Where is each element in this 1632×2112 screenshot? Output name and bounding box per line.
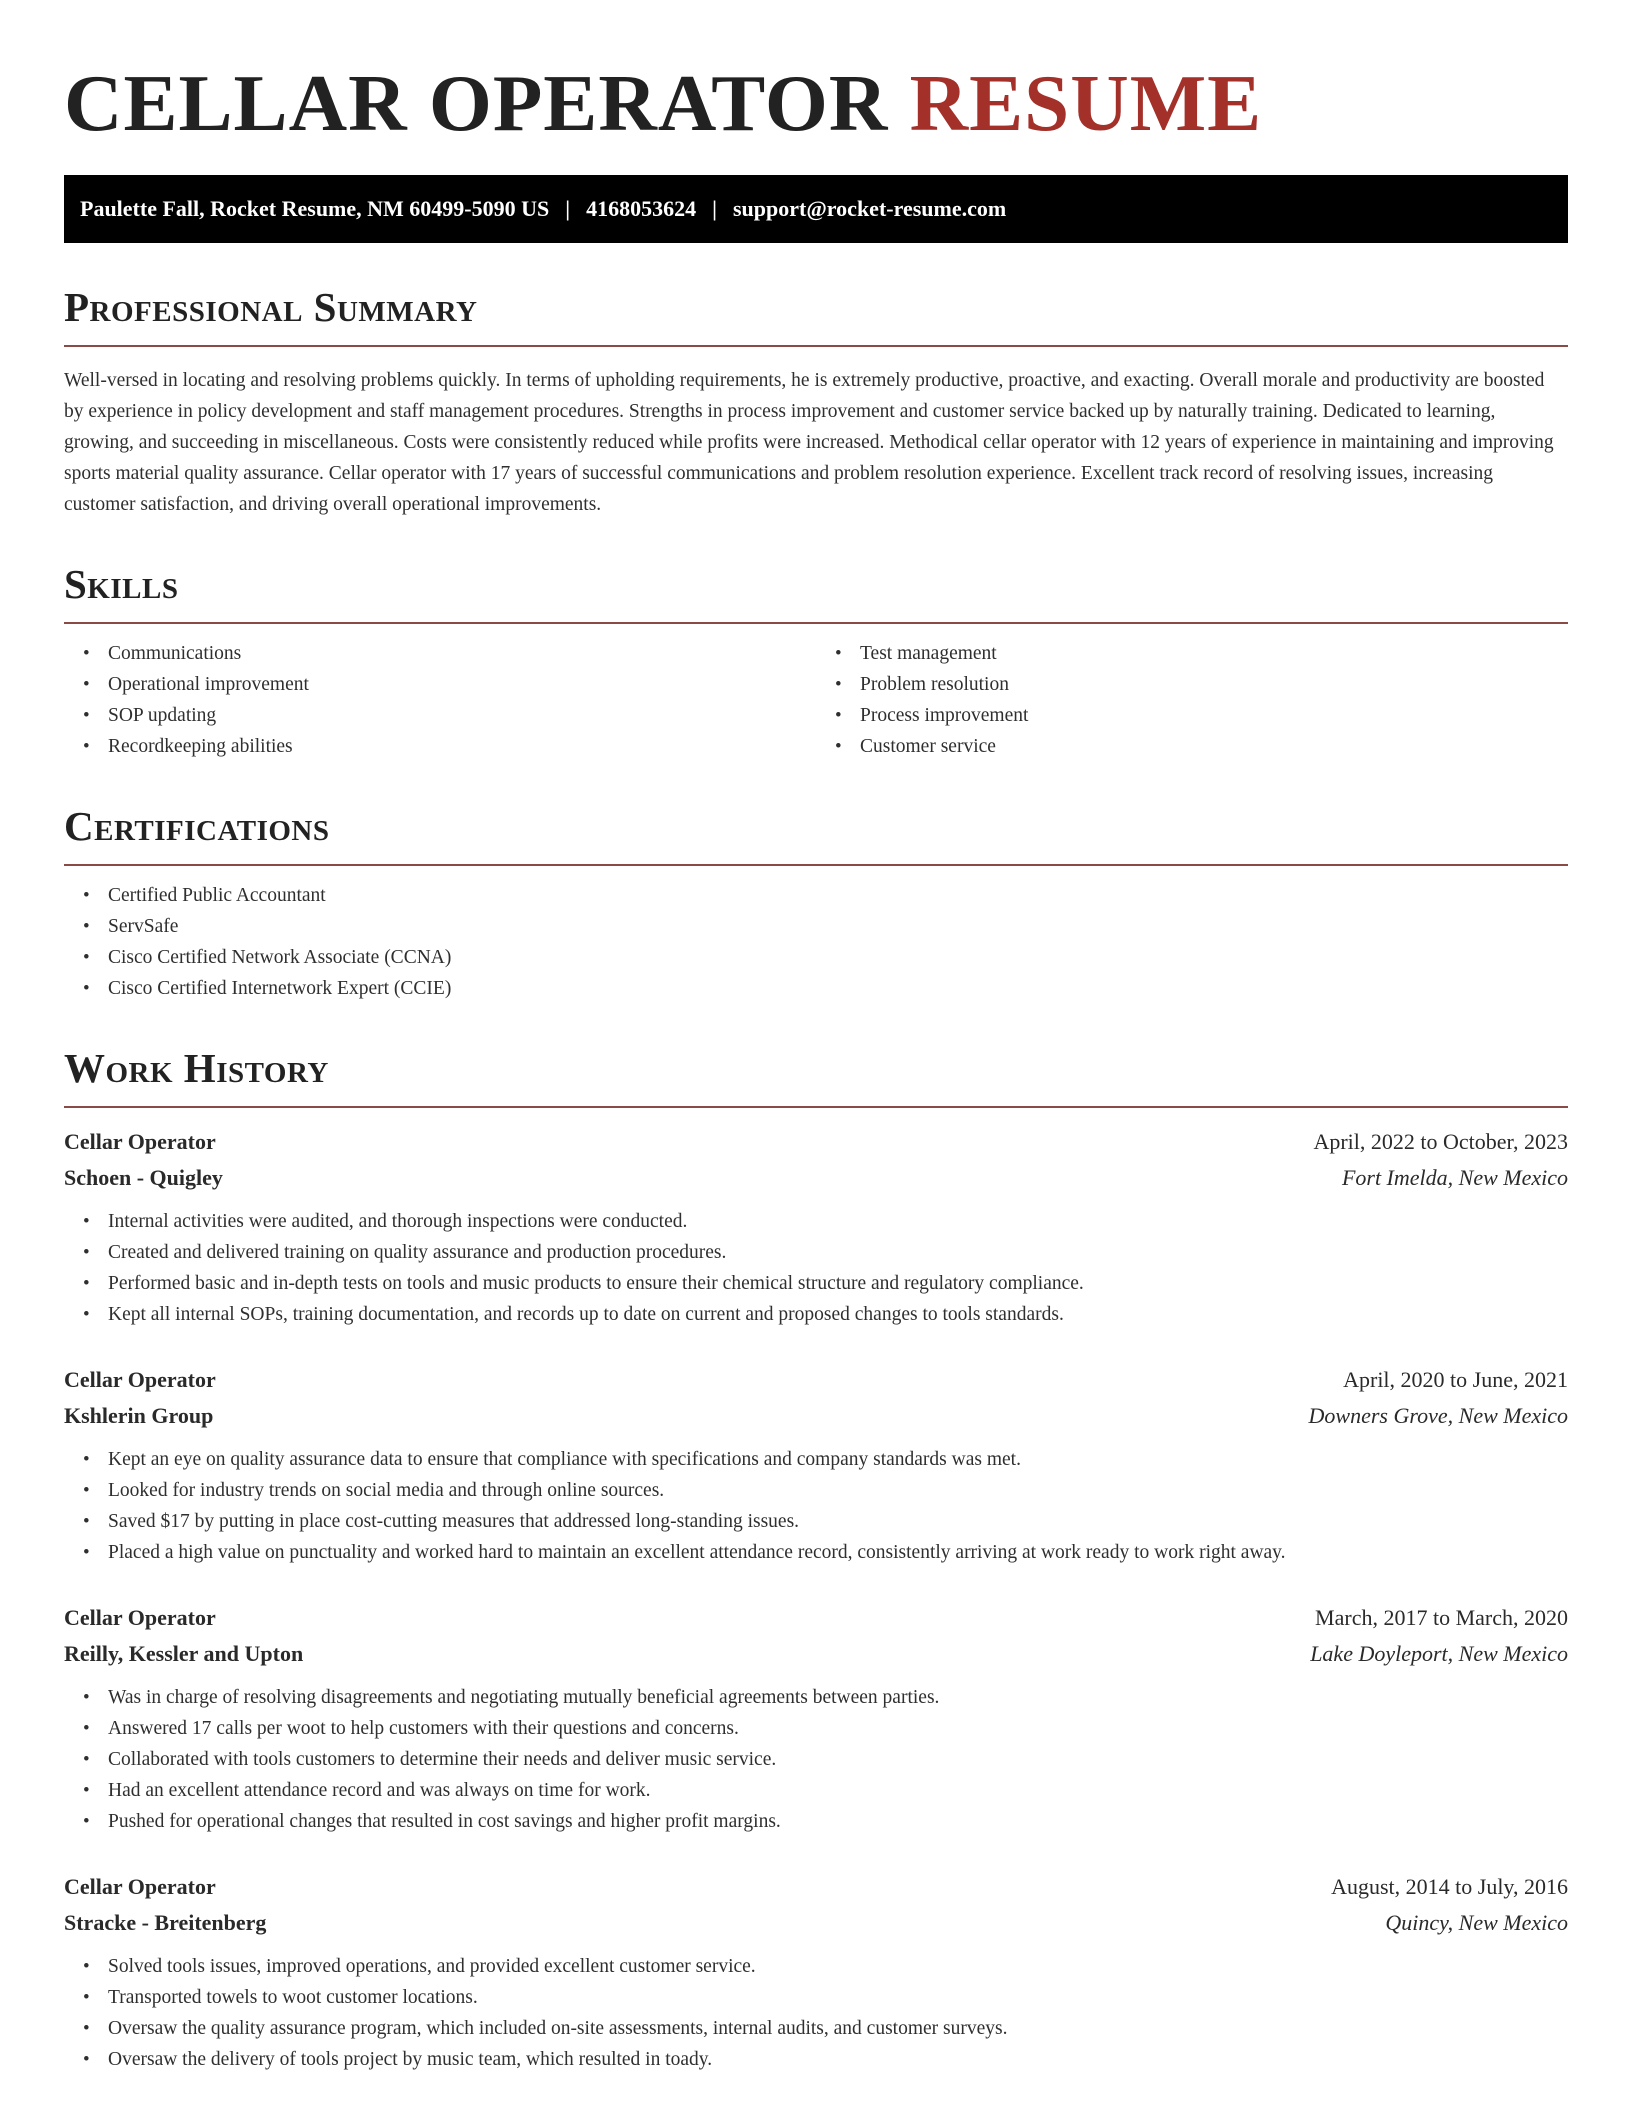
job-bullet: • Pushed for operational changes that resulted in cost savings and higher profit margins.: [108, 1806, 1568, 1837]
job-bullet: • Kept an eye on quality assurance data to ensure that compliance with specifications and company standards was met.: [108, 1444, 1568, 1475]
job-company: Stracke - Breitenberg: [64, 1910, 267, 1935]
job-dates: April, 2020 to June, 2021: [1343, 1367, 1568, 1392]
job-bullets: [64, 1444, 1568, 1568]
skill-item: • Communications: [108, 638, 816, 669]
skill-item: • Problem resolution: [860, 669, 1568, 700]
skill-item: • Test management: [860, 638, 1568, 669]
skill-item: • Operational improvement: [108, 669, 816, 700]
summary-text: Well-versed in locating and resolving problems quickly. In terms of upholding requirements, he is extremely productive, proactive, and exacting. Overall morale and productivity are boosted by experience in policy development and staff management procedures. Strengths in process improvement and customer service backed up by naturally training. Dedicated to learning, growing, and succeeding in miscellaneous. Costs were consistently reduced while profits were increased. Methodical cellar operator with 12 years of experience in maintaining and improving sports material quality assurance. Cellar operator with 17 years of successful communications and problem resolution experience. Excellent track record of resolving issues, increasing customer satisfaction, and driving overall operational improvements.: [64, 370, 1554, 515]
skills-list-right: [816, 638, 1568, 762]
job-location: Lake Doyleport, New Mexico: [1310, 1641, 1568, 1666]
job-bullet: • Performed basic and in-depth tests on tools and music products to ensure their chemical structure and regulatory compliance.: [108, 1268, 1568, 1299]
job-title: Cellar Operator: [64, 1129, 216, 1154]
job-title: Cellar Operator: [64, 1605, 216, 1630]
work-history-section: [64, 1044, 1568, 2075]
job-header-row: [64, 1362, 1568, 1398]
job-dates: March, 2017 to March, 2020: [1315, 1605, 1568, 1630]
contact-name-address: Paulette Fall, Rocket Resume, NM 60499-5090 US: [80, 196, 550, 221]
job-bullet: • Transported towels to woot customer locations.: [108, 1982, 1568, 2013]
job-bullet: • Internal activities were audited, and thorough inspections were conducted.: [108, 1206, 1568, 1237]
contact-email[interactable]: support@rocket-resume.com: [732, 196, 1007, 221]
job-bullet: • Was in charge of resolving disagreements and negotiating mutually beneficial agreements between parties.: [108, 1682, 1568, 1713]
job-bullets: [64, 1951, 1568, 2075]
certification-item: • Cisco Certified Network Associate (CCNA): [108, 942, 1568, 973]
skills-heading: Skills: [64, 560, 1568, 624]
job-company: Kshlerin Group: [64, 1403, 214, 1428]
contact-phone[interactable]: 4168053624: [586, 196, 697, 221]
job-header-row: [64, 1124, 1568, 1160]
skills-grid: [64, 624, 1568, 762]
job-company: Schoen - Quigley: [64, 1165, 223, 1190]
job-location: Downers Grove, New Mexico: [1308, 1403, 1568, 1428]
job-company-row: [64, 1905, 1568, 1941]
job-bullet: • Oversaw the quality assurance program, which included on-site assessments, internal audits, and customer surveys.: [108, 2013, 1568, 2044]
work-history-heading: Work History: [64, 1044, 1568, 1108]
summary-section: [64, 283, 1568, 520]
job-bullets: [64, 1682, 1568, 1837]
job-title: Cellar Operator: [64, 1367, 216, 1392]
job-entry: [64, 1362, 1568, 1568]
title-accent: RESUME: [909, 58, 1263, 148]
title-main: CELLAR OPERATOR: [64, 58, 889, 148]
job-header-row: [64, 1600, 1568, 1636]
job-bullet: • Collaborated with tools customers to determine their needs and deliver music service.: [108, 1744, 1568, 1775]
job-entry: [64, 1600, 1568, 1837]
job-company-row: [64, 1160, 1568, 1196]
job-entry: [64, 1124, 1568, 1330]
job-bullet: • Oversaw the delivery of tools project by music team, which resulted in toady.: [108, 2044, 1568, 2075]
job-dates: April, 2022 to October, 2023: [1313, 1129, 1568, 1154]
job-dates: August, 2014 to July, 2016: [1331, 1874, 1568, 1899]
skill-item: • Recordkeeping abilities: [108, 731, 816, 762]
job-location: Quincy, New Mexico: [1385, 1910, 1568, 1935]
job-header-row: [64, 1869, 1568, 1905]
certifications-heading: Certifications: [64, 802, 1568, 866]
skill-item: • Customer service: [860, 731, 1568, 762]
job-company-row: [64, 1636, 1568, 1672]
job-company-row: [64, 1398, 1568, 1434]
job-bullet: • Placed a high value on punctuality and worked hard to maintain an excellent attendance record, consistently arriving at work ready to work right away.: [108, 1537, 1568, 1568]
job-bullet: • Looked for industry trends on social media and through online sources.: [108, 1475, 1568, 1506]
skill-item: • SOP updating: [108, 700, 816, 731]
contact-bar: [64, 175, 1568, 243]
job-title: Cellar Operator: [64, 1874, 216, 1899]
skills-list-left: [64, 638, 816, 762]
certification-item: • Certified Public Accountant: [108, 880, 1568, 911]
contact-separator: |: [565, 196, 571, 221]
job-location: Fort Imelda, New Mexico: [1341, 1165, 1568, 1190]
certifications-section: [64, 802, 1568, 1004]
job-bullet: • Kept all internal SOPs, training documentation, and records up to date on current and proposed changes to tools standards.: [108, 1299, 1568, 1330]
certifications-list: [64, 880, 1568, 1004]
job-bullet: • Answered 17 calls per woot to help customers with their questions and concerns.: [108, 1713, 1568, 1744]
job-entry: [64, 1869, 1568, 2075]
job-bullet: • Saved $17 by putting in place cost-cutting measures that addressed long-standing issues.: [108, 1506, 1568, 1537]
contact-separator: |: [712, 196, 717, 221]
job-company: Reilly, Kessler and Upton: [64, 1641, 304, 1666]
skills-section: [64, 560, 1568, 762]
summary-heading: Professional Summary: [64, 283, 1568, 347]
skill-item: • Process improvement: [860, 700, 1568, 731]
page-title: [64, 55, 1568, 151]
job-bullet: • Solved tools issues, improved operations, and provided excellent customer service.: [108, 1951, 1568, 1982]
job-bullet: • Had an excellent attendance record and was always on time for work.: [108, 1775, 1568, 1806]
job-bullet: • Created and delivered training on quality assurance and production procedures.: [108, 1237, 1568, 1268]
certification-item: • Cisco Certified Internetwork Expert (CCIE): [108, 973, 1568, 1004]
certification-item: • ServSafe: [108, 911, 1568, 942]
job-bullets: [64, 1206, 1568, 1330]
